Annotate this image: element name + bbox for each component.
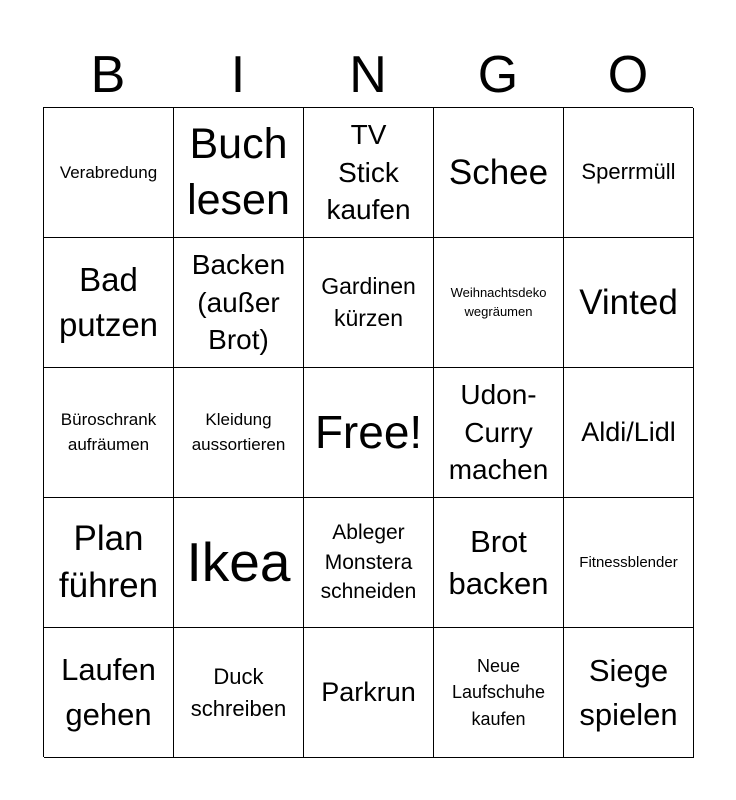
bingo-cell[interactable]	[564, 498, 694, 628]
cell-label: Buch lesen	[187, 119, 290, 224]
header-letter-b: B	[90, 46, 126, 104]
bingo-cell[interactable]	[304, 498, 434, 628]
bingo-cell[interactable]	[434, 498, 564, 628]
cell-label: Brot backen	[448, 523, 549, 601]
cell-label: Laufen gehen	[61, 651, 156, 732]
bingo-cell[interactable]	[304, 628, 434, 758]
bingo-cell[interactable]	[44, 238, 174, 368]
bingo-cell[interactable]	[44, 498, 174, 628]
cell-label: Weihnachtsdeko wegräumen	[450, 285, 547, 319]
cell-label: Gardinen kürzen	[321, 273, 416, 331]
bingo-cell[interactable]	[564, 368, 694, 498]
bingo-cell[interactable]	[44, 628, 174, 758]
header-letter-n: N	[349, 46, 387, 104]
cell-label: Free!	[314, 406, 423, 459]
cell-label: Parkrun	[321, 677, 416, 707]
bingo-cell[interactable]	[304, 368, 434, 498]
bingo-cell[interactable]	[304, 238, 434, 368]
bingo-cell[interactable]	[174, 108, 304, 238]
cell-label: Ikea	[186, 531, 291, 594]
header-letter-i: I	[230, 46, 246, 104]
cell-label: Aldi/Lidl	[581, 417, 676, 447]
cell-label: Plan führen	[58, 519, 159, 605]
bingo-cell[interactable]	[174, 238, 304, 368]
cell-label: Verabredung	[59, 162, 158, 182]
bingo-cell[interactable]	[174, 498, 304, 628]
cell-label: Vinted	[579, 282, 678, 322]
cell-label: Kleidung aussortieren	[191, 409, 286, 454]
bingo-cell[interactable]	[564, 108, 694, 238]
cell-label: Bad putzen	[58, 260, 159, 343]
bingo-cell[interactable]	[434, 108, 564, 238]
cell-label: TV Stick kaufen	[326, 118, 411, 226]
bingo-cell[interactable]	[564, 238, 694, 368]
cell-label: Backen (außer Brot)	[191, 248, 286, 356]
cell-label: Büroschrank aufräumen	[60, 409, 157, 454]
cell-label: Schee	[448, 152, 549, 192]
cell-label: Ableger Monstera schneiden	[320, 521, 417, 604]
bingo-cell[interactable]	[174, 628, 304, 758]
bingo-cell[interactable]	[44, 108, 174, 238]
cell-label: Siege spielen	[579, 653, 678, 732]
header-letter-o: O	[607, 46, 649, 104]
cell-label: Neue Laufschuhe kaufen	[451, 656, 546, 729]
cell-label: Udon- Curry machen	[448, 378, 549, 486]
bingo-board	[43, 107, 693, 757]
bingo-cell[interactable]	[434, 238, 564, 368]
bingo-cell[interactable]	[434, 368, 564, 498]
cell-label: Fitnessblender	[579, 554, 678, 571]
bingo-cell[interactable]	[434, 628, 564, 758]
cell-label: Duck schreiben	[190, 663, 287, 721]
header-letter-g: G	[477, 46, 519, 104]
bingo-cell[interactable]	[304, 108, 434, 238]
bingo-cell[interactable]	[564, 628, 694, 758]
cell-label: Sperrmüll	[581, 159, 676, 185]
bingo-cell[interactable]	[44, 368, 174, 498]
bingo-header	[43, 42, 693, 108]
bingo-cell[interactable]	[174, 368, 304, 498]
